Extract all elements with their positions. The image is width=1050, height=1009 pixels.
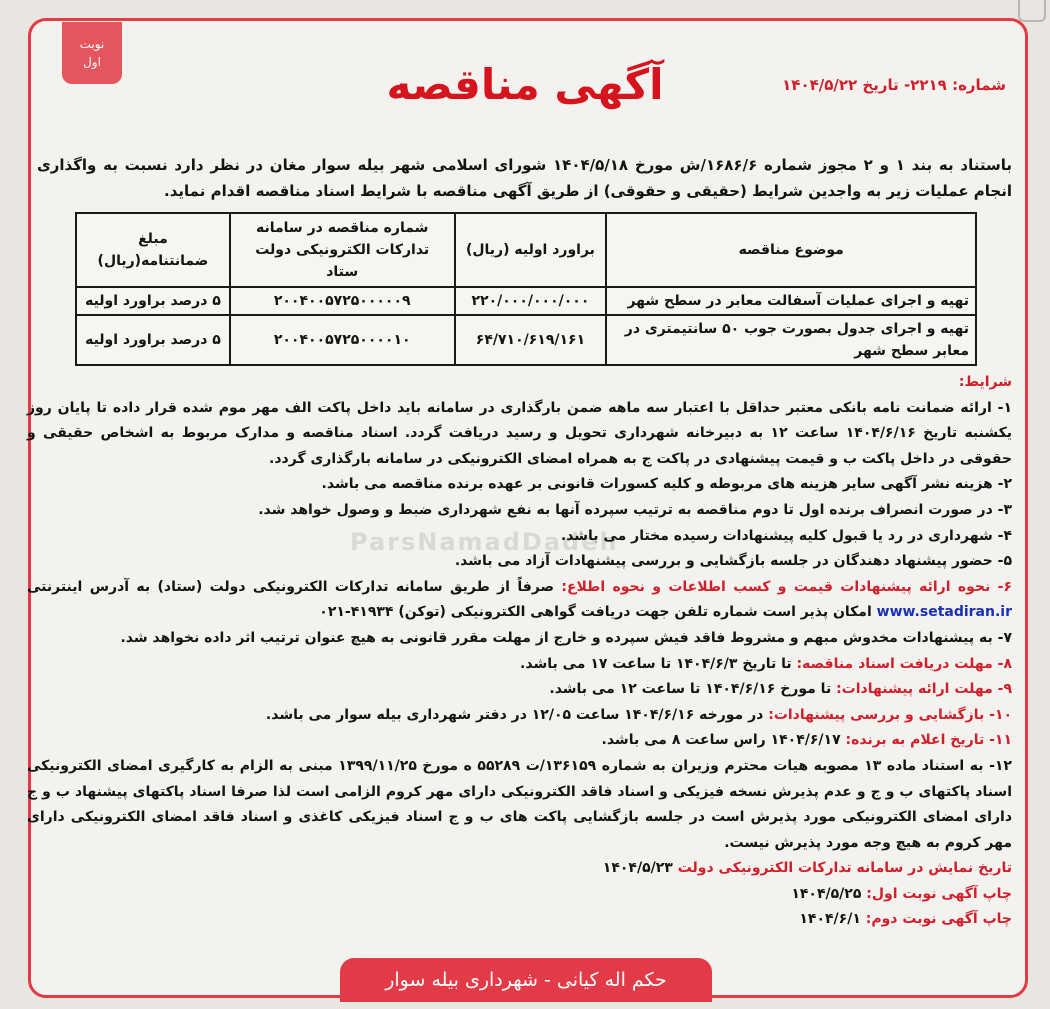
cell-tender-number: ۲۰۰۴۰۰۵۷۲۵۰۰۰۰۱۰ <box>230 315 455 365</box>
header-subject: موضوع مناقصه <box>606 213 976 287</box>
tender-table <box>75 212 977 366</box>
first-print-date <box>27 882 1012 908</box>
condition-6 <box>27 575 1012 626</box>
condition-12: ۱۲- به استناد ماده ۱۳ مصوبه هیات محترم وزیران به شماره ۱۳۶۱۵۹/ت ۵۵۲۸۹ ه مورخ ۱۳۹۹/۱۱/۲۵ مبنی به الزام به کارگیری امضای الکترونیکی اسناد پاکتهای ب و ج و عدم پذیرش نسخه فیزیکی و اسناد فاقد الکترونیکی دارای مهر کروم الزامی است لذا صرفا اسناد پاکتهای پیشنهاد ب و ج دارای امضای الکترونیکی مورد پذیرش است در جلسه بازگشایی پاکت های ب و ج اسناد فیزیکی کاغذی و اسناد فاقد امضای الکترونیکی دارای مهر کروم به هیچ وجه مورد پذیرش نیست. <box>27 757 1012 851</box>
table-row <box>76 315 976 365</box>
cell-guarantee: ۵ درصد براورد اولیه <box>76 287 230 315</box>
condition-6-text-a: صرفاً از طریق سامانه تدارکات الکترونیکی دولت (ستاد) به آدرس اینترنتی <box>27 578 562 595</box>
cell-subject: تهیه و اجرای جدول بصورت جوب ۵۰ سانتیمتری در معابر سطح شهر <box>606 315 976 365</box>
edition-badge-line2: اول <box>83 55 101 69</box>
condition-7: ۷- به پیشنهادات مخدوش مبهم و مشروط فاقد فیش سپرده و خارج از مهلت مقرر قانونی به هیچ عنوان ترتیب اثر داده نخواهد شد. <box>120 629 1012 646</box>
document-number: شماره: ۲۲۱۹- تاریخ ۱۴۰۴/۵/۲۲ <box>782 76 1006 94</box>
condition-6-label: ۶- نحوه ارائه پیشنهادات قیمت و کسب اطلاعات و نحوه اطلاع: <box>561 578 1012 595</box>
cell-guarantee: ۵ درصد براورد اولیه <box>76 315 230 365</box>
first-print-label: چاپ آگهی نوبت اول: <box>866 885 1012 902</box>
watermark-text: ParsNamadDadeh <box>350 528 619 556</box>
cell-subject: تهیه و اجرای عملیات آسفالت معابر در سطح شهر <box>606 287 976 315</box>
header-tender-number: شماره مناقصه در سامانه تدارکات الکترونیکی دولت ستاد <box>230 213 455 287</box>
website-link[interactable]: www.setadiran.ir <box>876 604 1012 621</box>
table-header-row <box>76 213 976 287</box>
condition-10-label: ۱۰- بازگشایی و بررسی پیشنهادات: <box>768 706 1012 723</box>
cell-estimate: ۶۴/۷۱۰/۶۱۹/۱۶۱ <box>455 315 607 365</box>
signature-footer: حکم اله کیانی - شهرداری بیله سوار <box>340 958 712 1002</box>
condition-4: ۴- شهرداری در رد یا قبول کلیه پیشنهادات رسیده مختار می باشد. <box>560 527 1012 544</box>
cell-tender-number: ۲۰۰۴۰۰۵۷۲۵۰۰۰۰۰۹ <box>230 287 455 315</box>
header-guarantee: مبلغ ضمانتنامه(ریال) <box>76 213 230 287</box>
condition-10-text: در مورخه ۱۴۰۴/۶/۱۶ ساعت ۱۲/۰۵ در دفتر شهرداری بیله سوار می باشد. <box>265 706 769 723</box>
cell-estimate: ۲۲۰/۰۰۰/۰۰۰/۰۰۰ <box>455 287 607 315</box>
condition-11-text: ۱۴۰۴/۶/۱۷ راس ساعت ۸ می باشد. <box>601 732 846 749</box>
condition-9-label: ۹- مهلت ارائه پیشنهادات: <box>836 681 1012 698</box>
publication-dates <box>27 856 1012 933</box>
condition-8 <box>27 652 1012 678</box>
condition-9-text: تا مورخ ۱۴۰۴/۶/۱۶ تا ساعت ۱۲ می باشد. <box>549 681 837 698</box>
header-estimate: براورد اولیه (ریال) <box>455 213 607 287</box>
condition-1: ۱- ارائه ضمانت نامه بانکی معتبر حداقل با اعتبار سه ماهه ضمن بارگذاری در سامانه باید داخل پاکت الف مهر موم شده قرار داده تا پایان روز یکشنبه تاریخ ۱۴۰۴/۶/۱۶ ساعت ۱۲ به دبیرخانه شهرداری تحویل و رسید دریافت گردد. اسناد مناقصه و مدارک مربوط به اشخاص حقیقی و حقوقی در داخل پاکت ب و قیمت پیشنهادی در پاکت ج به همراه امضای الکترونیکی در سامانه بارگذاری گردد. <box>27 399 1013 467</box>
condition-11-label: ۱۱- تاریخ اعلام به برنده: <box>845 732 1012 749</box>
intro-paragraph: باستناد به بند ۱ و ۲ مجوز شماره ۱۶۸۶/۶/ش مورخ ۱۴۰۴/۵/۱۸ شورای اسلامی شهر بیله سوار مغان در نظر دارد نسبت به واگذاری انجام عملیات زیر به واجدین شرایط (حقیقی و حقوقی) از طریق آگهی مناقصه با شرایط اسناد مناقصه اقدام نماید. <box>37 156 1012 200</box>
conditions-section <box>27 370 1012 933</box>
condition-6-text-b: امکان پذیر است شماره تلفن جهت دریافت گواهی الکترونیکی (توکن) ۴۱۹۳۴-۰۲۱ <box>319 604 877 621</box>
table-row <box>76 287 976 315</box>
condition-9 <box>27 677 1012 703</box>
condition-8-text: تا تاریخ ۱۴۰۴/۶/۳ تا ساعت ۱۷ می باشد. <box>520 655 797 672</box>
condition-8-label: ۸- مهلت دریافت اسناد مناقصه: <box>796 655 1012 672</box>
corner-fold-icon <box>1018 0 1046 22</box>
condition-2: ۲- هزینه نشر آگهی سایر هزینه های مربوطه و کلیه کسورات قانونی بر عهده برنده مناقصه می باشد. <box>321 476 1012 493</box>
condition-5: ۵- حضور پیشنهاد دهندگان در جلسه بازگشایی و بررسی پیشنهادات آزاد می باشد. <box>454 553 1012 570</box>
second-print-label: چاپ آگهی نوبت دوم: <box>865 911 1012 928</box>
display-date-value: ۱۴۰۴/۵/۲۳ <box>602 860 678 877</box>
first-print-value: ۱۴۰۴/۵/۲۵ <box>791 885 867 902</box>
condition-3: ۳- در صورت انصراف برنده اول تا دوم مناقصه به ترتیب سپرده آنها به نفع شهرداری ضبط و وصول خواهد شد. <box>258 501 1012 518</box>
second-print-value: ۱۴۰۴/۶/۱ <box>799 911 866 928</box>
condition-11 <box>27 728 1012 754</box>
page-title: آگهی مناقصه <box>386 60 664 109</box>
edition-badge-line1: نوبت <box>79 37 105 51</box>
condition-10 <box>27 703 1012 729</box>
display-date-label: تاریخ نمایش در سامانه تدارکات الکترونیکی دولت <box>677 860 1012 877</box>
second-print-date <box>27 907 1012 933</box>
conditions-heading: شرایط: <box>958 374 1012 390</box>
display-date <box>27 856 1012 882</box>
